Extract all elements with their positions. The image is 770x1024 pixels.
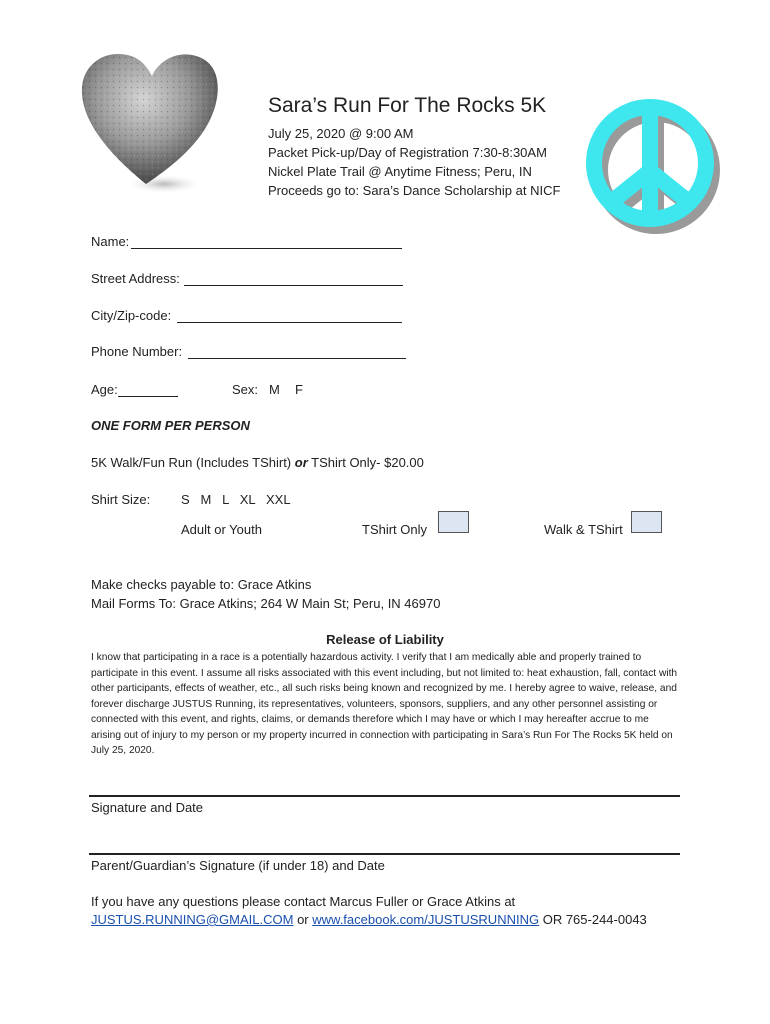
street-address-field[interactable] (184, 285, 403, 286)
heart-rock-icon (76, 44, 226, 204)
checks-payable: Make checks payable to: Grace Atkins (91, 577, 312, 592)
contact-or-1: or (297, 912, 309, 927)
shirt-size-options[interactable]: S M L XL XXL (181, 492, 291, 507)
event-date: July 25, 2020 @ 9:00 AM (268, 126, 414, 141)
contact-phone: OR 765-244-0043 (542, 912, 647, 927)
guardian-signature-label: Parent/Guardian’s Signature (if under 18) and Date (91, 858, 385, 873)
contact-facebook-link[interactable]: www.facebook.com/JUSTUSRUNNING (312, 912, 540, 927)
age-label: Age: (91, 382, 118, 397)
liability-text: I know that participating in a race is a potentially hazardous activity. I verify that I am medically able and properly trained to participate in this event. I assume all risks associated with this event including, but not limited to: heat exhaustion, fall, contact with other participants, effects of weather, etc., all such risks being known and recognized by me. I hereby agree to waive, release, and forever discharge JUSTUS Running, its representatives, volunteers, sponsors, suppliers, and any other personnel assisting or connected with this event, and rights, claims, or demands therefore which I may have or which I may hereafter accrue to me arising out of injury to my person or my property incurred in connection with participating in Sara’s Run For The Rocks 5K held on July 25, 2020. (91, 652, 678, 756)
guardian-signature-line[interactable] (89, 853, 680, 855)
city-zip-field[interactable] (177, 322, 402, 323)
contact-email-link[interactable]: JUSTUS.RUNNING@GMAIL.COM (91, 912, 294, 927)
age-field[interactable] (118, 396, 178, 397)
phone-label: Phone Number: (91, 344, 183, 359)
signature-line[interactable] (89, 795, 680, 797)
pricing-line (91, 455, 424, 470)
street-address-label: Street Address: (91, 271, 180, 286)
pricing-or: or (294, 455, 308, 470)
event-packet-pickup: Packet Pick-up/Day of Registration 7:30-8:30AM (268, 145, 547, 160)
event-info (268, 124, 560, 200)
tshirt-only-checkbox[interactable] (438, 511, 469, 533)
liability-title: Release of Liability (326, 632, 444, 647)
tshirt-only-label: TShirt Only (362, 522, 428, 537)
walk-tshirt-checkbox[interactable] (631, 511, 662, 533)
event-proceeds: Proceeds go to: Sara’s Dance Scholarship at NICF (268, 183, 561, 198)
one-form-notice: ONE FORM PER PERSON (91, 418, 250, 433)
shirt-size-label: Shirt Size: (91, 492, 151, 507)
peace-sign-icon (578, 90, 728, 242)
adult-or-youth-label: Adult or Youth (181, 522, 262, 537)
sex-option-f[interactable]: F (295, 382, 303, 397)
name-label: Name: (91, 234, 130, 249)
event-location: Nickel Plate Trail @ Anytime Fitness; Peru, IN (268, 164, 532, 179)
walk-tshirt-label: Walk & TShirt (544, 522, 623, 537)
contact-intro: If you have any questions please contact Marcus Fuller or Grace Atkins at (91, 894, 516, 909)
contact-line (91, 912, 647, 927)
mail-forms: Mail Forms To: Grace Atkins; 264 W Main St; Peru, IN 46970 (91, 596, 441, 611)
sex-option-m[interactable]: M (269, 382, 280, 397)
city-zip-label: City/Zip-code: (91, 308, 172, 323)
pricing-part1: 5K Walk/Fun Run (Includes TShirt) (91, 455, 292, 470)
name-field[interactable] (131, 248, 402, 249)
pricing-part2: TShirt Only- $20.00 (311, 455, 424, 470)
phone-field[interactable] (188, 358, 406, 359)
event-title: Sara’s Run For The Rocks 5K (268, 94, 547, 117)
signature-label: Signature and Date (91, 800, 204, 815)
sex-label: Sex: (232, 382, 259, 397)
